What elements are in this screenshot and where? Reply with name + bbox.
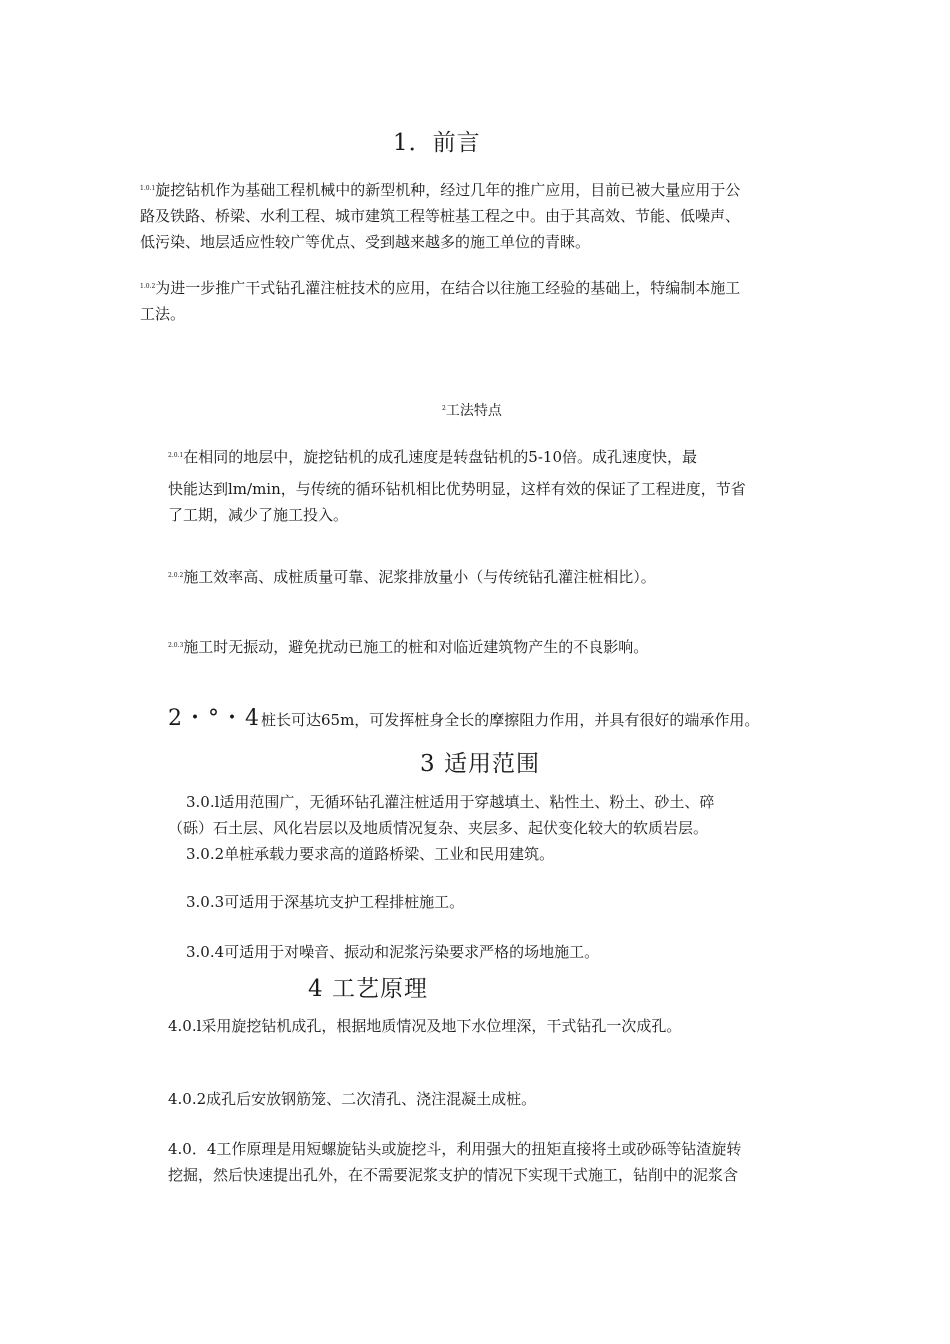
item-2-0-4	[168, 706, 759, 733]
text-line: 3.0.l适用范围广，无循环钻孔灌注桩适用于穿越填土、粘性土、粉土、砂土、碎	[186, 793, 715, 811]
text-line: 路及铁路、桥梁、水利工程、城市建筑工程等桩基工程之中。由于其高效、节能、低噪声、	[140, 207, 741, 225]
text-line: 在相同的地层中，旋挖钻机的成孔速度是转盘钻机的5-10倍。成孔速度快，最	[183, 448, 697, 466]
item-2-0-2	[168, 563, 656, 590]
text-line: 低污染、地层适应性较广等优点、受到越来越多的施工单位的青睐。	[140, 233, 591, 251]
item-3-0-4: 3.0.4可适用于对噪音、振动和泥浆污染要求严格的场地施工。	[186, 943, 600, 961]
section-3-title: 3 适用范围	[420, 751, 540, 777]
item-4-0-4	[168, 1136, 848, 1188]
section-2-title	[442, 400, 502, 420]
text-line: 快能达到lm/min，与传统的循环钻机相比优势明显，这样有效的保证了工程进度，节省	[168, 480, 746, 498]
text-line: 桩长可达65m，可发挥桩身全长的摩擦阻力作用，并具有很好的端承作用。	[261, 711, 760, 729]
item-2-0-3	[168, 633, 648, 660]
text-line: 施工时无振动，避免扰动已施工的桩和对临近建筑物产生的不良影响。	[183, 638, 649, 656]
paragraph-number: 1.0.1	[140, 185, 156, 192]
section-number: 2	[442, 405, 446, 412]
paragraph-number: 1.0.2	[140, 283, 156, 290]
item-3-0-2: 3.0.2单桩承载力要求高的道路桥梁、工业和民用建筑。	[186, 845, 555, 863]
text-line: 挖掘，然后快速提出孔外，在不需要泥浆支护的情况下实现干式施工，钻削中的泥浆含	[168, 1166, 739, 1184]
section-title-text: 工法特点	[445, 403, 502, 419]
text-line: 旋挖钻机作为基础工程机械中的新型机种，经过几年的推广应用，目前已被大量应用于公	[155, 181, 741, 199]
text-line: 4.0．4工作原理是用短螺旋钻头或旋挖斗，利用强大的扭矩直接将土或砂砾等钻渣旋转	[168, 1140, 742, 1158]
paragraph-1-0-2	[140, 274, 840, 327]
item-3-0-3: 3.0.3可适用于深基坑支护工程排桩施工。	[186, 893, 465, 911]
section-1-title: 1．前言	[393, 130, 481, 156]
text-line: 为进一步推广干式钻孔灌注桩技术的应用，在结合以往施工经验的基础上，特编制本施工	[155, 279, 741, 297]
paragraph-1-0-1	[140, 176, 840, 255]
item-3-0-1	[168, 789, 848, 841]
item-number: 2.0.2	[168, 572, 184, 579]
section-4-title: 4 工艺原理	[308, 976, 428, 1002]
item-number: 2.0.1	[168, 452, 184, 459]
text-line: 了工期，减少了施工投入。	[168, 506, 349, 524]
item-4-0-2: 4.0.2成孔后安放钢筋笼、二次清孔、浇注混凝土成桩。	[168, 1090, 537, 1108]
item-number: 2・°・4	[168, 706, 261, 731]
text-line: 工法。	[140, 305, 186, 323]
text-line: （砾）石土层、风化岩层以及地质情况复杂、夹层多、起伏变化较大的软质岩层。	[168, 819, 709, 837]
item-number: 2.0.3	[168, 642, 184, 649]
item-2-0-1	[168, 443, 848, 528]
item-4-0-1: 4.0.l采用旋挖钻机成孔，根据地质情况及地下水位埋深，干式钻孔一次成孔。	[168, 1017, 682, 1035]
text-line: 施工效率高、成桩质量可靠、泥浆排放量小（与传统钻孔灌注桩相比）。	[183, 568, 656, 586]
